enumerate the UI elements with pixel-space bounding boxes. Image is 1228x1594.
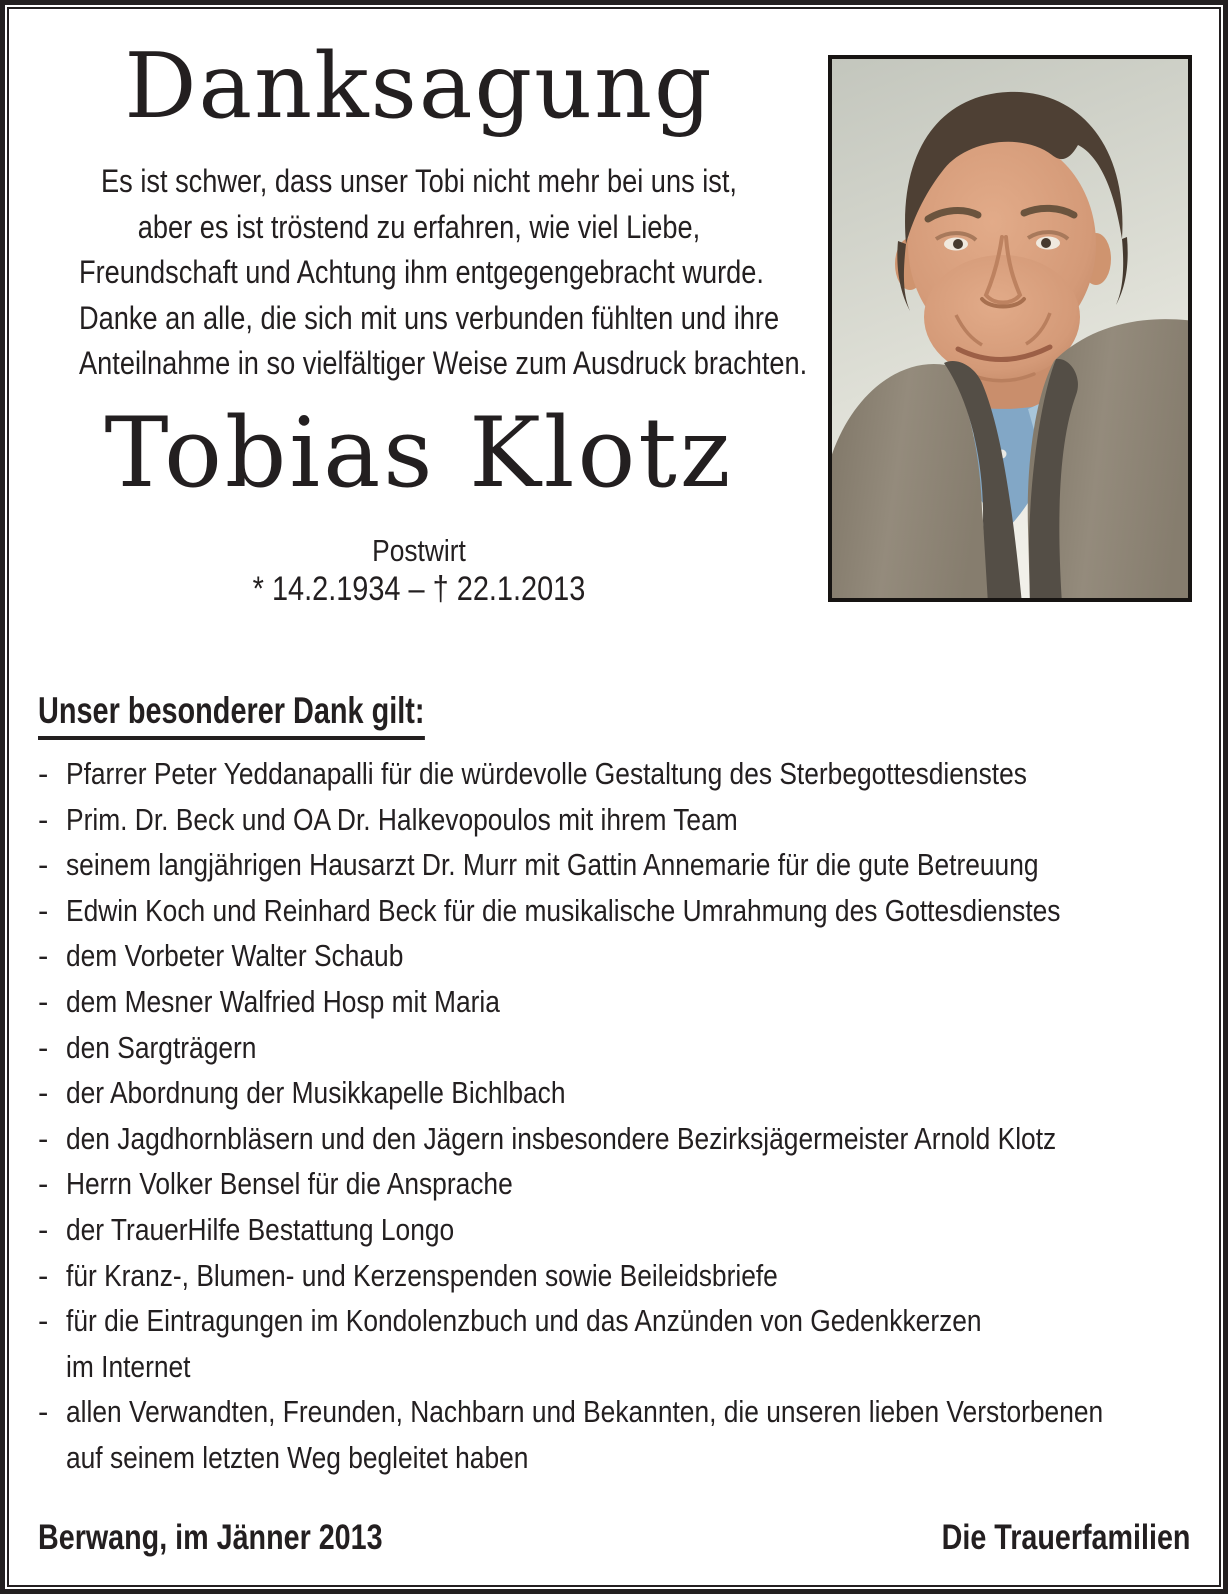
item-text: seinem langjährigen Hausarzt Dr. Murr mit Gattin Annemarie für die gute Betreuung bbox=[66, 847, 1039, 883]
intro-paragraph bbox=[19, 159, 819, 387]
portrait-illustration bbox=[832, 59, 1188, 598]
thanks-list bbox=[38, 751, 1203, 1481]
list-item bbox=[38, 1207, 1203, 1253]
item-text: Prim. Dr. Beck und OA Dr. Halkevopoulos mit ihrem Team bbox=[66, 801, 738, 837]
intro-line: Anteilnahme in so vielfältiger Weise zum Ausdruck brachten. bbox=[79, 345, 808, 381]
list-item bbox=[38, 1389, 1203, 1480]
item-text: für die Eintragungen im Kondolenzbuch und das Anzünden von Gedenkkerzen bbox=[66, 1303, 982, 1339]
bullet: - bbox=[38, 938, 49, 974]
intro-line: Danke an alle, die sich mit uns verbunden fühlten und ihre bbox=[79, 299, 780, 336]
card-footer bbox=[38, 1514, 1190, 1562]
bullet: - bbox=[38, 756, 49, 791]
list-item bbox=[38, 842, 1203, 888]
list-item bbox=[38, 1298, 1203, 1389]
bullet: - bbox=[38, 801, 49, 837]
bullet: - bbox=[38, 1211, 49, 1247]
list-item bbox=[38, 751, 1203, 797]
item-text: der Abordnung der Musikkapelle Bichlbach bbox=[66, 1075, 566, 1111]
bullet: - bbox=[38, 847, 49, 883]
bullet: - bbox=[38, 1303, 49, 1339]
item-text: allen Verwandten, Freunden, Nachbarn und Bekannten, die unseren lieben Verstorbenen bbox=[66, 1394, 1104, 1430]
list-item bbox=[38, 1070, 1203, 1116]
item-text: im Internet bbox=[66, 1348, 191, 1384]
intro-line: aber es ist tröstend zu erfahren, wie viel Liebe, bbox=[137, 208, 701, 245]
bullet: - bbox=[38, 1257, 49, 1293]
thanks-heading: Unser besonderer Dank gilt: bbox=[38, 689, 425, 740]
intro-line: Es ist schwer, dass unser Tobi nicht mehr bei uns ist, bbox=[101, 163, 737, 199]
card-frame bbox=[7, 7, 1221, 1587]
bullet: - bbox=[38, 892, 49, 928]
list-item bbox=[38, 933, 1203, 979]
portrait-photo bbox=[828, 55, 1192, 602]
item-text: dem Vorbeter Walter Schaub bbox=[66, 938, 404, 974]
item-text: den Jagdhornbläsern und den Jägern insbesondere Bezirksjägermeister Arnold Klotz bbox=[66, 1120, 1057, 1156]
item-text: der TrauerHilfe Bestattung Longo bbox=[66, 1211, 455, 1247]
intro-line: Freundschaft und Achtung ihm entgegengebracht wurde. bbox=[79, 254, 764, 290]
list-item bbox=[38, 1161, 1203, 1207]
item-text: Herrn Volker Bensel für die Ansprache bbox=[66, 1166, 513, 1202]
deceased-occupation: Postwirt bbox=[372, 533, 466, 568]
item-text: für Kranz-, Blumen- und Kerzenspenden sowie Beileidsbriefe bbox=[66, 1257, 778, 1293]
item-text: den Sargträgern bbox=[66, 1029, 257, 1065]
bullet: - bbox=[38, 1029, 49, 1065]
footer-location-date: Berwang, im Jänner 2013 bbox=[38, 1518, 383, 1557]
list-item bbox=[38, 1025, 1203, 1071]
footer-signature: Die Trauerfamilien bbox=[941, 1518, 1190, 1557]
bullet: - bbox=[38, 1075, 49, 1111]
list-item bbox=[38, 888, 1203, 934]
list-item bbox=[38, 797, 1203, 843]
list-item bbox=[38, 1116, 1203, 1162]
item-text: Pfarrer Peter Yeddanapalli für die würdevolle Gestaltung des Sterbegottesdienstes bbox=[66, 756, 1027, 791]
list-item bbox=[38, 979, 1203, 1025]
bullet: - bbox=[38, 1166, 49, 1202]
deceased-name: Tobias Klotz bbox=[104, 397, 734, 509]
item-text: dem Mesner Walfried Hosp mit Maria bbox=[66, 983, 500, 1019]
list-item bbox=[38, 1253, 1203, 1299]
item-text: Edwin Koch und Reinhard Beck für die musikalische Umrahmung des Gottesdienstes bbox=[66, 892, 1061, 928]
bullet: - bbox=[38, 1120, 49, 1156]
item-text: auf seinem letzten Weg begleitet haben bbox=[66, 1439, 529, 1475]
bullet: - bbox=[38, 1394, 49, 1430]
page-title: Danksagung bbox=[124, 34, 714, 139]
bullet: - bbox=[38, 983, 49, 1019]
deceased-dates: * 14.2.1934 – † 22.1.2013 bbox=[252, 570, 586, 608]
